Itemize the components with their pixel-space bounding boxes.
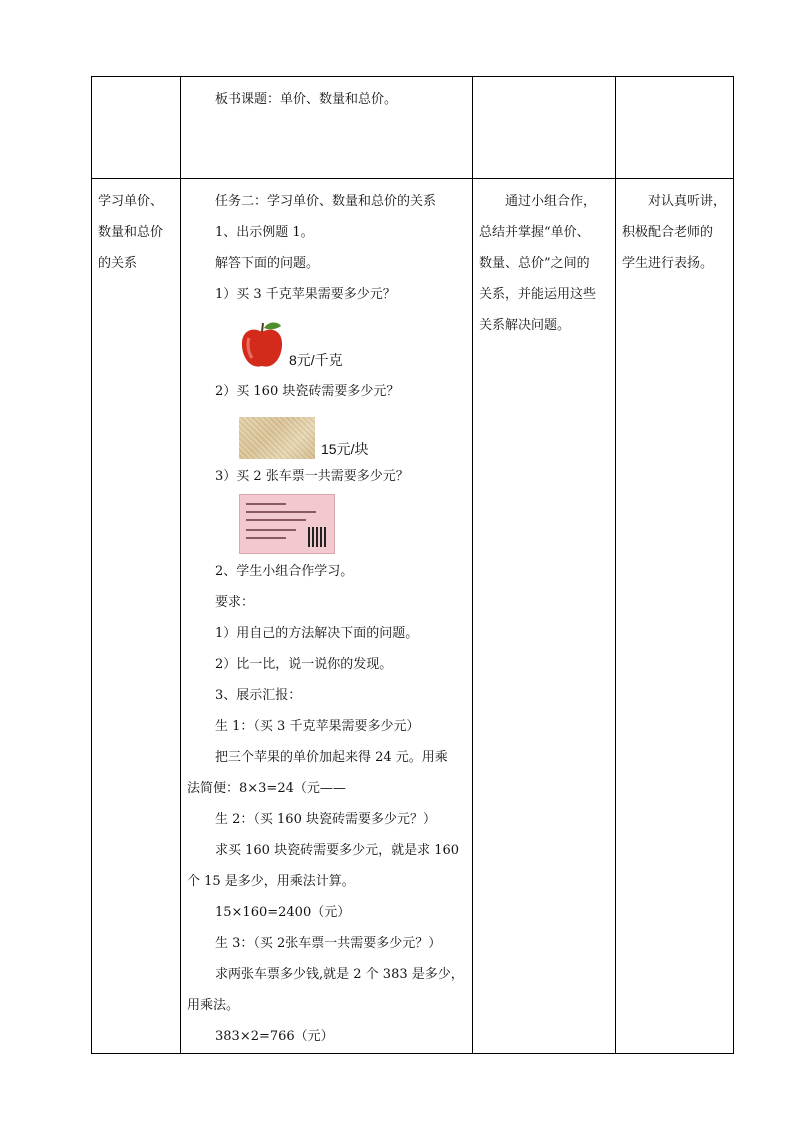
student-3-equation: 383×2=766（元） (215, 1029, 334, 1044)
lesson-plan-table (91, 76, 734, 1054)
table-cell (473, 179, 616, 1054)
requirement-2: 2）比一比，说一说你的发现。 (215, 657, 393, 672)
qr-code-icon (308, 527, 328, 547)
evaluation-line: 积极配合老师的 (622, 225, 714, 240)
table-row (92, 179, 734, 1054)
item-1: 1、出示例题 1。 (215, 225, 314, 240)
student-2-answer: 求买 160 块瓷砖需要多少元，就是求 160 (215, 843, 460, 858)
table-cell (181, 77, 473, 179)
design-intent-line: 数量、总价”之间的 (479, 256, 590, 271)
student-2: 生 2：（买 160 块瓷砖需要多少元？） (215, 812, 436, 827)
apple-price: 8元/千克 (289, 352, 343, 368)
student-1: 生 1：（买 3 千克苹果需要多少元） (215, 719, 420, 734)
ticket-figure (187, 494, 466, 552)
question-1: 1）买 3 千克苹果需要多少元？ (215, 287, 396, 302)
question-3: 3）买 2 张车票一共需要多少元？ (215, 469, 409, 484)
table-cell (473, 77, 616, 179)
section-label: 学习单价、数量和总价的关系 (98, 194, 164, 271)
table-cell (181, 179, 473, 1054)
item-2: 2、学生小组合作学习。 (215, 564, 354, 579)
board-title: 板书课题：单价、数量和总价。 (215, 92, 398, 107)
table-cell (616, 179, 734, 1054)
tile-price: 15元/块 (321, 441, 369, 457)
student-2-equation: 15×160=2400（元） (215, 905, 351, 920)
design-intent-line: 通过小组合作， (505, 194, 597, 209)
apple-icon (239, 320, 285, 370)
tile-image (239, 417, 315, 459)
student-1-answer: 把三个苹果的单价加起来得 24 元。用乘 (215, 750, 448, 765)
student-3: 生 3：（买 2张车票一共需要多少元？） (215, 936, 442, 951)
apple-figure (187, 312, 466, 370)
student-2-answer-cont: 个 15 是多少，用乘法计算。 (187, 874, 355, 889)
evaluation-line: 对认真听讲， (648, 194, 727, 209)
tile-figure (187, 411, 466, 459)
design-intent-line: 关系，并能运用这些 (479, 287, 597, 302)
design-intent-line: 总结并掌握“单价、 (479, 225, 590, 240)
requirement-1: 1）用自己的方法解决下面的问题。 (215, 626, 419, 641)
question-2: 2）买 160 块瓷砖需要多少元？ (215, 384, 400, 399)
instruction: 解答下面的问题。 (215, 256, 320, 271)
train-ticket-image (239, 494, 335, 554)
table-cell (92, 179, 181, 1054)
requirements-title: 要求： (215, 595, 255, 610)
table-cell (616, 77, 734, 179)
student-3-answer-cont: 用乘法。 (187, 998, 240, 1013)
student-3-answer: 求两张车票多少钱,就是 2 个 383 是多少， (215, 967, 464, 982)
table-cell (92, 77, 181, 179)
evaluation-line: 学生进行表扬。 (622, 256, 714, 271)
item-3: 3、展示汇报： (215, 688, 302, 703)
table-row (92, 77, 734, 179)
task-title: 任务二：学习单价、数量和总价的关系 (215, 194, 437, 209)
student-1-answer-cont: 法简便：8×3=24（元—— (187, 781, 346, 796)
design-intent-line: 关系解决问题。 (479, 318, 571, 333)
